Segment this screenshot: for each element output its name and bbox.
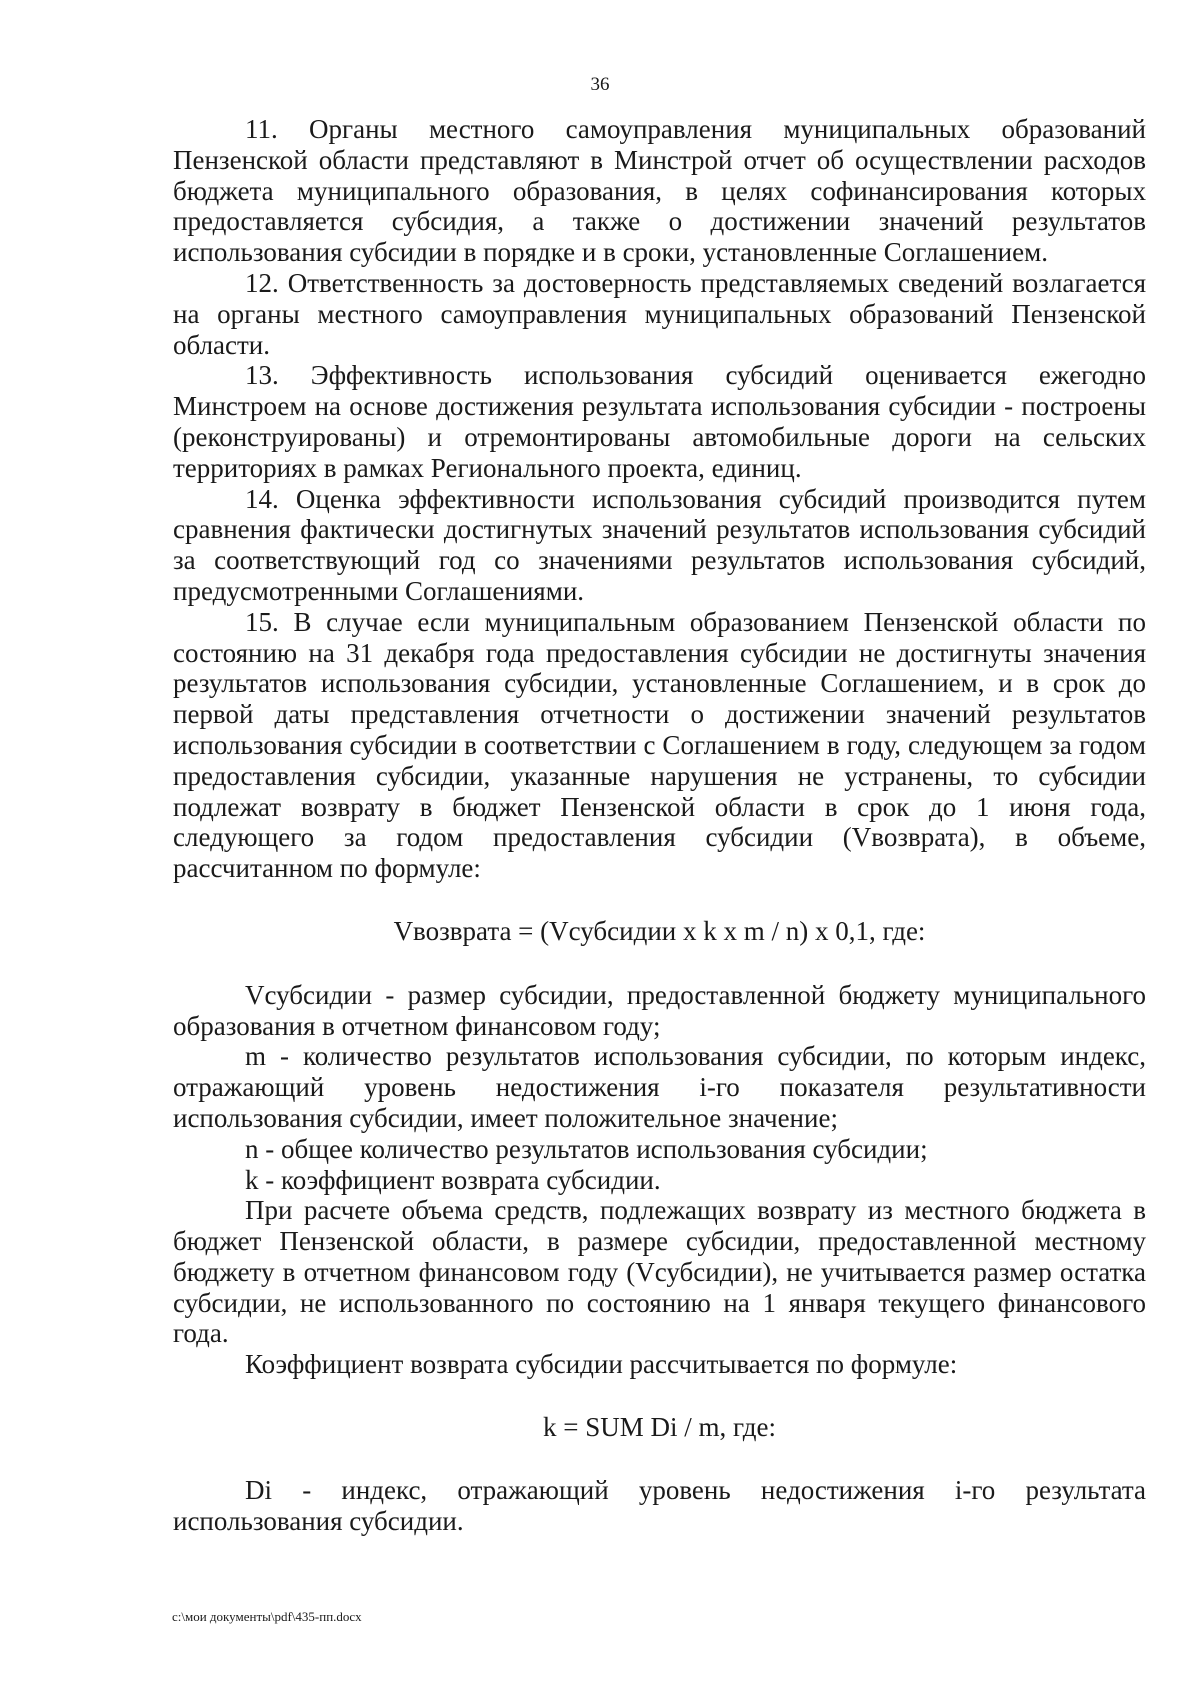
paragraph-11: 11. Органы местного самоуправления муниципальных образований Пензенской области представляют в Минстрой отчет об осуществлении расходов бюджета муниципального образования, в целях софинансирования которых предоставляется субсидия, а также о достижении значений результатов использования субсидии в порядке и в сроки, установленные Соглашением. xyxy=(173,114,1146,268)
definition-di: Di - индекс, отражающий уровень недостижения i-го результата использования субсидии. xyxy=(173,1474,1146,1536)
document-body xyxy=(173,114,1146,1536)
formula-coefficient: k = SUM Di / m, где: xyxy=(543,1412,776,1443)
paragraph-calculation: При расчете объема средств, подлежащих возврату из местного бюджета в бюджет Пензенской области, в размере субсидии, предоставленной местному бюджету в отчетном финансовом году (Vсубсидии), не учитывается размер остатка субсидии, не использованного по состоянию на 1 января текущего финансового года. xyxy=(173,1195,1146,1349)
paragraph-14: 14. Оценка эффективности использования субсидий производится путем сравнения фактически достигнутых значений результатов использования субсидий за соответствующий год со значениями результатов использования субсидий, предусмотренными Соглашениями. xyxy=(173,483,1146,606)
paragraph-12: 12. Ответственность за достоверность представляемых сведений возлагается на органы местного самоуправления муниципальных образований Пензенской области. xyxy=(173,267,1146,360)
formula-return-volume: Vвозврата = (Vсубсидии x k x m / n) x 0,1, где: xyxy=(393,915,926,946)
paragraph-15: 15. В случае если муниципальным образованием Пензенской области по состоянию на 31 декабря года предоставления субсидии не достигнуты значения результатов использования субсидии, установленные Соглашением, и в срок до первой даты представления отчетности о достижении значений результатов использования субсидии в соответствии с Соглашением в году, следующем за годом предоставления субсидии, указанные нарушения не устранены, то субсидии подлежат возврату в бюджет Пензенской области в срок до 1 июня года, следующего за годом предоставления субсидии (Vвозврата), в объеме, рассчитанном по формуле: xyxy=(173,606,1146,884)
paragraph-13: 13. Эффективность использования субсидий оценивается ежегодно Минстроем на основе достижения результата использования субсидии - построены (реконструированы) и отремонтированы автомобильные дороги на сельских территориях в рамках Регионального проекта, единиц. xyxy=(173,360,1146,483)
definition-k: k - коэффициент возврата субсидии. xyxy=(245,1164,661,1195)
definition-n: n - общее количество результатов использования субсидии; xyxy=(245,1133,928,1164)
page-number: 36 xyxy=(590,74,610,95)
definition-m: m - количество результатов использования субсидии, по которым индекс, отражающий уровень недостижения i-го показателя результативности использования субсидии, имеет положительное значение; xyxy=(173,1041,1146,1133)
definition-vsubsidii: Vсубсидии - размер субсидии, предоставленной бюджету муниципального образования в отчетном финансовом году; xyxy=(173,979,1146,1041)
paragraph-coefficient: Коэффициент возврата субсидии рассчитывается по формуле: xyxy=(245,1349,958,1380)
footer-file-path: c:\мои документы\pdf\435-пп.docx xyxy=(172,1609,362,1624)
